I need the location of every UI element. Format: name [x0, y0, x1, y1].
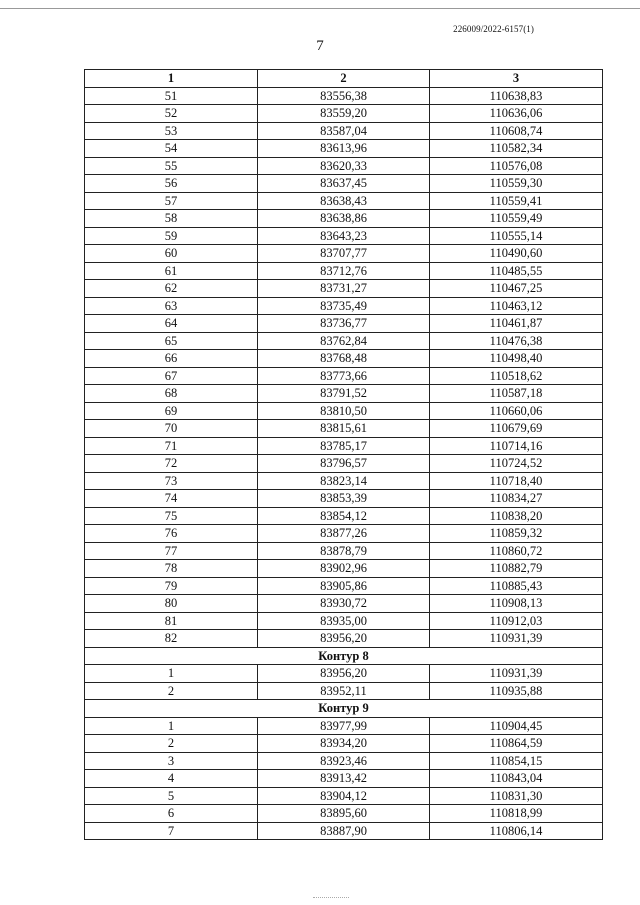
x-coordinate-cell: 83935,00: [258, 612, 430, 630]
x-coordinate-cell: 83791,52: [258, 385, 430, 403]
point-number-cell: 2: [85, 682, 258, 700]
table-row: [85, 122, 603, 140]
table-row: [85, 437, 603, 455]
y-coordinate-cell: 110859,32: [430, 525, 603, 543]
y-coordinate-cell: 110882,79: [430, 560, 603, 578]
table-body: [85, 87, 603, 840]
point-number-cell: 68: [85, 385, 258, 403]
column-header: 2: [258, 70, 430, 88]
y-coordinate-cell: 110714,16: [430, 437, 603, 455]
table-row: [85, 332, 603, 350]
x-coordinate-cell: 83902,96: [258, 560, 430, 578]
y-coordinate-cell: 110843,04: [430, 770, 603, 788]
table-row: [85, 770, 603, 788]
point-number-cell: 78: [85, 560, 258, 578]
point-number-cell: 61: [85, 262, 258, 280]
table-row: [85, 665, 603, 683]
table-row: [85, 175, 603, 193]
section-header-row: [85, 647, 603, 665]
point-number-cell: 51: [85, 87, 258, 105]
point-number-cell: 70: [85, 420, 258, 438]
x-coordinate-cell: 83707,77: [258, 245, 430, 263]
y-coordinate-cell: 110806,14: [430, 822, 603, 840]
x-coordinate-cell: 83815,61: [258, 420, 430, 438]
point-number-cell: 6: [85, 805, 258, 823]
y-coordinate-cell: 110660,06: [430, 402, 603, 420]
y-coordinate-cell: 110931,39: [430, 665, 603, 683]
table-row: [85, 595, 603, 613]
y-coordinate-cell: 110838,20: [430, 507, 603, 525]
table-row: [85, 192, 603, 210]
point-number-cell: 71: [85, 437, 258, 455]
point-number-cell: 74: [85, 490, 258, 508]
y-coordinate-cell: 110559,49: [430, 210, 603, 228]
y-coordinate-cell: 110559,30: [430, 175, 603, 193]
y-coordinate-cell: 110582,34: [430, 140, 603, 158]
x-coordinate-cell: 83930,72: [258, 595, 430, 613]
x-coordinate-cell: 83854,12: [258, 507, 430, 525]
y-coordinate-cell: 110834,27: [430, 490, 603, 508]
table-row: [85, 560, 603, 578]
x-coordinate-cell: 83556,38: [258, 87, 430, 105]
section-title: Контур 9: [85, 700, 603, 718]
y-coordinate-cell: 110461,87: [430, 315, 603, 333]
x-coordinate-cell: 83796,57: [258, 455, 430, 473]
table-header-row: [85, 70, 603, 88]
point-number-cell: 3: [85, 752, 258, 770]
x-coordinate-cell: 83762,84: [258, 332, 430, 350]
x-coordinate-cell: 83638,86: [258, 210, 430, 228]
table-row: [85, 752, 603, 770]
point-number-cell: 66: [85, 350, 258, 368]
table-row: [85, 262, 603, 280]
point-number-cell: 1: [85, 665, 258, 683]
table-row: [85, 612, 603, 630]
table-row: [85, 315, 603, 333]
footer-mark: [313, 897, 349, 900]
x-coordinate-cell: 83559,20: [258, 105, 430, 123]
y-coordinate-cell: 110908,13: [430, 595, 603, 613]
x-coordinate-cell: 83620,33: [258, 157, 430, 175]
table-row: [85, 630, 603, 648]
y-coordinate-cell: 110476,38: [430, 332, 603, 350]
x-coordinate-cell: 83952,11: [258, 682, 430, 700]
y-coordinate-cell: 110935,88: [430, 682, 603, 700]
point-number-cell: 1: [85, 717, 258, 735]
y-coordinate-cell: 110636,06: [430, 105, 603, 123]
table-row: [85, 350, 603, 368]
x-coordinate-cell: 83735,49: [258, 297, 430, 315]
point-number-cell: 62: [85, 280, 258, 298]
point-number-cell: 80: [85, 595, 258, 613]
table-row: [85, 140, 603, 158]
y-coordinate-cell: 110904,45: [430, 717, 603, 735]
table-row: [85, 402, 603, 420]
point-number-cell: 77: [85, 542, 258, 560]
x-coordinate-cell: 83712,76: [258, 262, 430, 280]
table-row: [85, 682, 603, 700]
x-coordinate-cell: 83736,77: [258, 315, 430, 333]
table-row: [85, 297, 603, 315]
point-number-cell: 64: [85, 315, 258, 333]
point-number-cell: 67: [85, 367, 258, 385]
point-number-cell: 54: [85, 140, 258, 158]
table-row: [85, 717, 603, 735]
y-coordinate-cell: 110818,99: [430, 805, 603, 823]
point-number-cell: 2: [85, 735, 258, 753]
x-coordinate-cell: 83977,99: [258, 717, 430, 735]
table-row: [85, 577, 603, 595]
y-coordinate-cell: 110587,18: [430, 385, 603, 403]
document-number: 226009/2022-6157(1): [453, 24, 534, 34]
point-number-cell: 59: [85, 227, 258, 245]
table-row: [85, 367, 603, 385]
x-coordinate-cell: 83643,23: [258, 227, 430, 245]
table-row: [85, 157, 603, 175]
y-coordinate-cell: 110485,55: [430, 262, 603, 280]
x-coordinate-cell: 83731,27: [258, 280, 430, 298]
table-row: [85, 210, 603, 228]
table-row: [85, 735, 603, 753]
point-number-cell: 76: [85, 525, 258, 543]
x-coordinate-cell: 83613,96: [258, 140, 430, 158]
y-coordinate-cell: 110463,12: [430, 297, 603, 315]
y-coordinate-cell: 110864,59: [430, 735, 603, 753]
table-row: [85, 105, 603, 123]
y-coordinate-cell: 110559,41: [430, 192, 603, 210]
point-number-cell: 72: [85, 455, 258, 473]
table-row: [85, 455, 603, 473]
x-coordinate-cell: 83956,20: [258, 630, 430, 648]
section-header-row: [85, 700, 603, 718]
x-coordinate-cell: 83895,60: [258, 805, 430, 823]
y-coordinate-cell: 110854,15: [430, 752, 603, 770]
point-number-cell: 5: [85, 787, 258, 805]
y-coordinate-cell: 110576,08: [430, 157, 603, 175]
table-row: [85, 385, 603, 403]
x-coordinate-cell: 83637,45: [258, 175, 430, 193]
point-number-cell: 52: [85, 105, 258, 123]
header-rule: [0, 8, 640, 9]
y-coordinate-cell: 110608,74: [430, 122, 603, 140]
section-title: Контур 8: [85, 647, 603, 665]
point-number-cell: 7: [85, 822, 258, 840]
y-coordinate-cell: 110518,62: [430, 367, 603, 385]
x-coordinate-cell: 83956,20: [258, 665, 430, 683]
x-coordinate-cell: 83638,43: [258, 192, 430, 210]
table-row: [85, 525, 603, 543]
x-coordinate-cell: 83853,39: [258, 490, 430, 508]
x-coordinate-cell: 83823,14: [258, 472, 430, 490]
x-coordinate-cell: 83785,17: [258, 437, 430, 455]
x-coordinate-cell: 83878,79: [258, 542, 430, 560]
point-number-cell: 56: [85, 175, 258, 193]
table-row: [85, 227, 603, 245]
y-coordinate-cell: 110831,30: [430, 787, 603, 805]
point-number-cell: 60: [85, 245, 258, 263]
y-coordinate-cell: 110718,40: [430, 472, 603, 490]
table-row: [85, 280, 603, 298]
point-number-cell: 82: [85, 630, 258, 648]
x-coordinate-cell: 83923,46: [258, 752, 430, 770]
y-coordinate-cell: 110860,72: [430, 542, 603, 560]
x-coordinate-cell: 83904,12: [258, 787, 430, 805]
table-row: [85, 805, 603, 823]
y-coordinate-cell: 110498,40: [430, 350, 603, 368]
y-coordinate-cell: 110679,69: [430, 420, 603, 438]
x-coordinate-cell: 83773,66: [258, 367, 430, 385]
point-number-cell: 57: [85, 192, 258, 210]
point-number-cell: 79: [85, 577, 258, 595]
x-coordinate-cell: 83887,90: [258, 822, 430, 840]
table-row: [85, 245, 603, 263]
point-number-cell: 75: [85, 507, 258, 525]
table-row: [85, 420, 603, 438]
x-coordinate-cell: 83913,42: [258, 770, 430, 788]
y-coordinate-cell: 110490,60: [430, 245, 603, 263]
point-number-cell: 55: [85, 157, 258, 175]
point-number-cell: 63: [85, 297, 258, 315]
column-header: 1: [85, 70, 258, 88]
x-coordinate-cell: 83934,20: [258, 735, 430, 753]
x-coordinate-cell: 83810,50: [258, 402, 430, 420]
y-coordinate-cell: 110885,43: [430, 577, 603, 595]
point-number-cell: 69: [85, 402, 258, 420]
x-coordinate-cell: 83905,86: [258, 577, 430, 595]
y-coordinate-cell: 110724,52: [430, 455, 603, 473]
table-row: [85, 787, 603, 805]
point-number-cell: 81: [85, 612, 258, 630]
y-coordinate-cell: 110467,25: [430, 280, 603, 298]
table-row: [85, 472, 603, 490]
point-number-cell: 73: [85, 472, 258, 490]
point-number-cell: 53: [85, 122, 258, 140]
point-number-cell: 58: [85, 210, 258, 228]
y-coordinate-cell: 110555,14: [430, 227, 603, 245]
point-number-cell: 4: [85, 770, 258, 788]
table-row: [85, 822, 603, 840]
x-coordinate-cell: 83587,04: [258, 122, 430, 140]
x-coordinate-cell: 83768,48: [258, 350, 430, 368]
y-coordinate-cell: 110638,83: [430, 87, 603, 105]
table-row: [85, 507, 603, 525]
page-number: 7: [316, 38, 324, 54]
table-row: [85, 542, 603, 560]
y-coordinate-cell: 110931,39: [430, 630, 603, 648]
coordinates-table: [84, 69, 603, 840]
point-number-cell: 65: [85, 332, 258, 350]
table-row: [85, 490, 603, 508]
table-row: [85, 87, 603, 105]
y-coordinate-cell: 110912,03: [430, 612, 603, 630]
x-coordinate-cell: 83877,26: [258, 525, 430, 543]
column-header: 3: [430, 70, 603, 88]
